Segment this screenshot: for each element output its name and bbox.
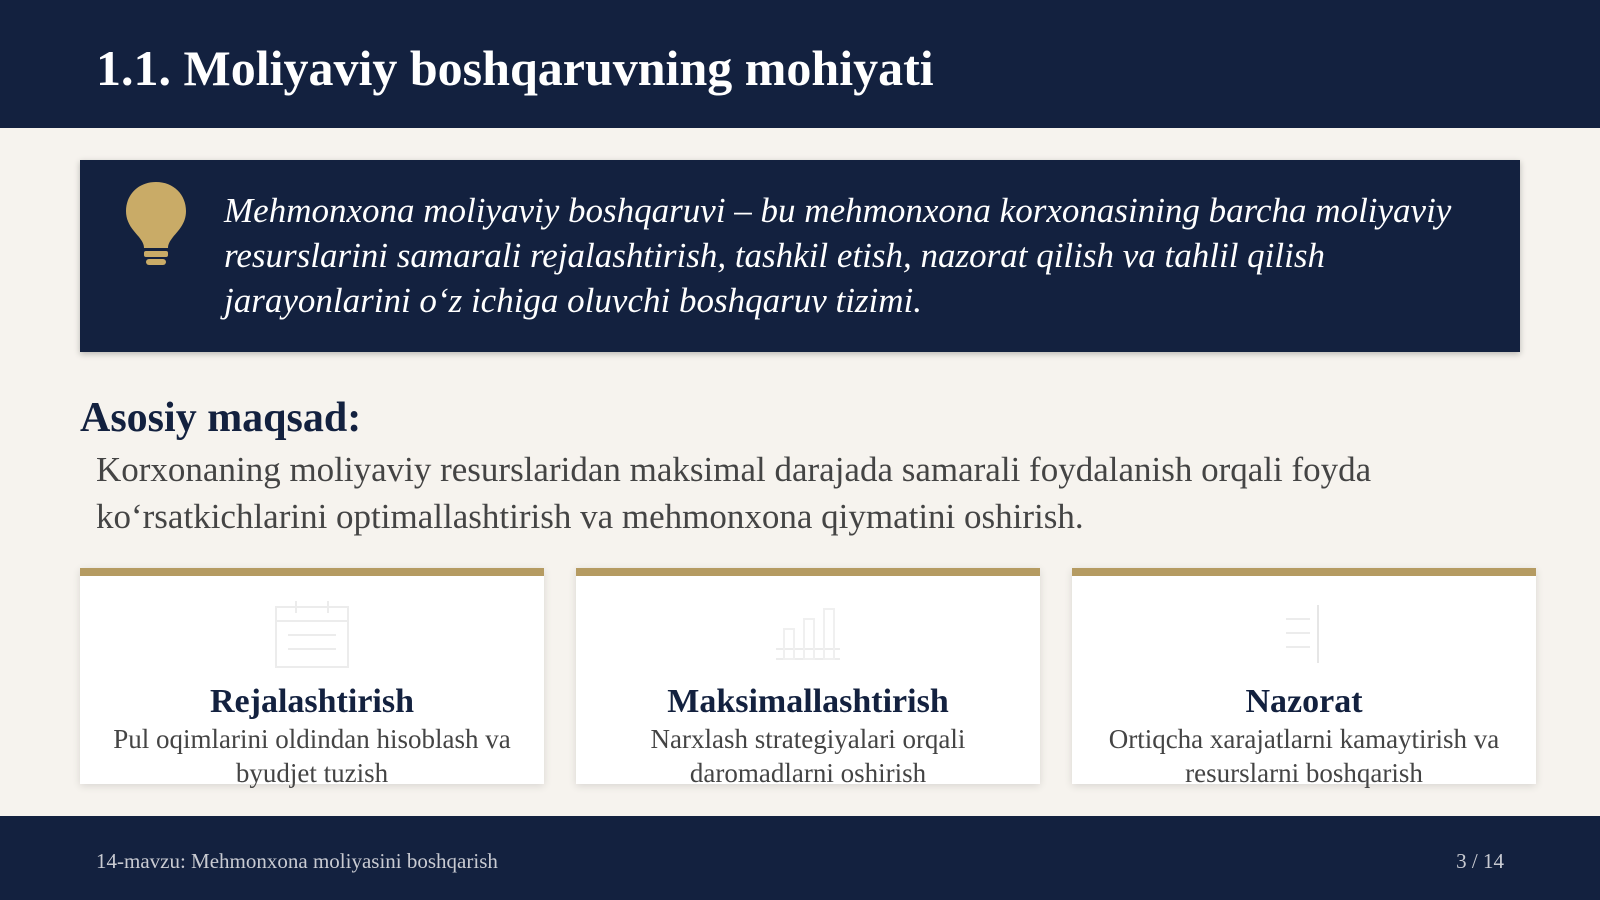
goal-title: Asosiy maqsad: bbox=[80, 395, 362, 441]
slide-title: 1.1. Moliyaviy boshqaruvning mohiyati bbox=[96, 40, 934, 96]
slide-footer bbox=[0, 816, 1600, 900]
card-planning bbox=[80, 568, 544, 788]
card-title: Nazorat bbox=[1245, 683, 1363, 720]
slide-header bbox=[0, 0, 1600, 128]
card-text: Ortiqcha xarajatlarni kamaytirish va resurslarni boshqarish bbox=[1108, 724, 1500, 788]
calendar-icon bbox=[80, 596, 544, 674]
lightbulb-icon bbox=[122, 180, 190, 266]
checklist-icon bbox=[1072, 596, 1536, 674]
card-text: Pul oqimlarini oldindan hisoblash va byudjet tuzish bbox=[113, 724, 511, 788]
card-maximization bbox=[576, 568, 1040, 788]
card-control bbox=[1072, 568, 1536, 788]
card-text: Narxlash strategiyalari orqali daromadlarni oshirish bbox=[650, 724, 966, 788]
definition-box bbox=[80, 160, 1520, 352]
card-title: Maksimallashtirish bbox=[667, 683, 949, 720]
goal-text: Korxonaning moliyaviy resurslaridan maksimal darajada samarali foydalanish orqali foyda koʻrsatkichlarini optimallashtirish va mehmonxona qiymatini oshirish. bbox=[96, 450, 1372, 536]
definition-text: Mehmonxona moliyaviy boshqaruvi – bu mehmonxona korxonasining barcha moliyaviy resurslarini samarali rejalashtirish, tashkil etish, nazorat qilish va tahlil qilish jarayonlarini oʻz ichiga oluvchi boshqaruv tizimi. bbox=[224, 191, 1452, 320]
footer-topic: 14-mavzu: Mehmonxona moliyasini boshqarish bbox=[96, 849, 498, 873]
page-number: 3 / 14 bbox=[1456, 849, 1504, 873]
card-title: Rejalashtirish bbox=[210, 683, 414, 720]
chart-icon bbox=[576, 596, 1040, 674]
